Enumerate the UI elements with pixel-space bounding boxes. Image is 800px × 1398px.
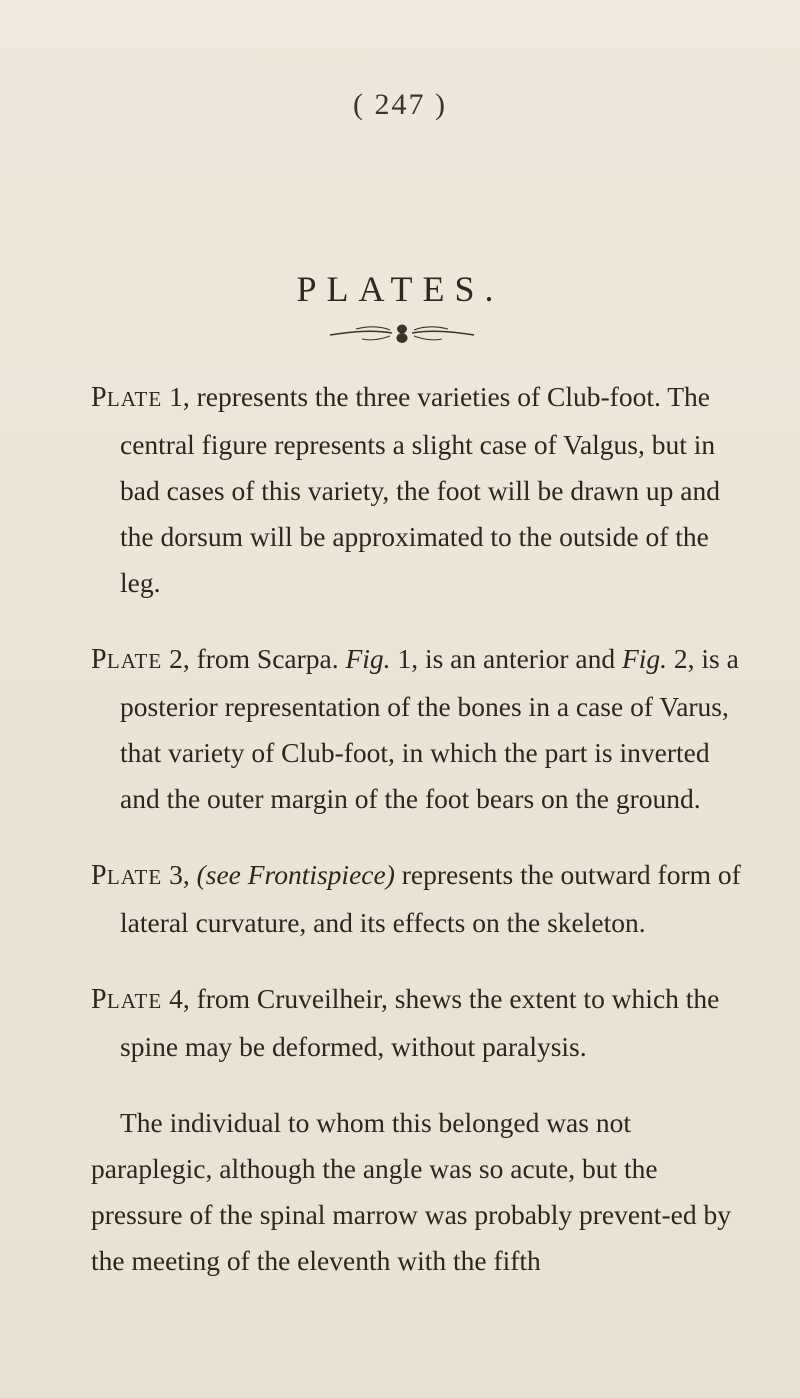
page-number: ( 247 ) [353,88,447,121]
plate-3-paragraph: PLATE 3, (see Frontispiece) represents the outward form of lateral curvature, and its effects on the skeleton. [91,859,741,938]
ornament-divider-icon [326,320,478,346]
plate-1-paragraph: PLATE 1, represents the three varieties of Club-foot. The central figure represents a slight case of Valgus, but in bad cases of this variety, the foot will be drawn up and the dorsum will be approximated to the outside of the leg. [91,381,720,598]
plate-2-paragraph: PLATE 2, from Scarpa. Fig. 1, is an anterior and Fig. 2, is a posterior representation of the bones in a case of Varus, that variety of Club-foot, in which the part is inverted and the outer margin of the foot bears on the ground. [91,643,739,814]
plate-4-continuation-paragraph: The individual to whom this belonged was not paraplegic, although the angle was so acute, but the pressure of the spinal marrow was probably prevent-ed by the meeting of the eleventh with the fifth [91,1107,731,1276]
plates-text [91,374,752,1284]
page-heading: PLATES. [296,269,504,309]
plate-4-paragraph: PLATE 4, from Cruveilheir, shews the extent to which the spine may be deformed, without paralysis. [91,983,720,1062]
